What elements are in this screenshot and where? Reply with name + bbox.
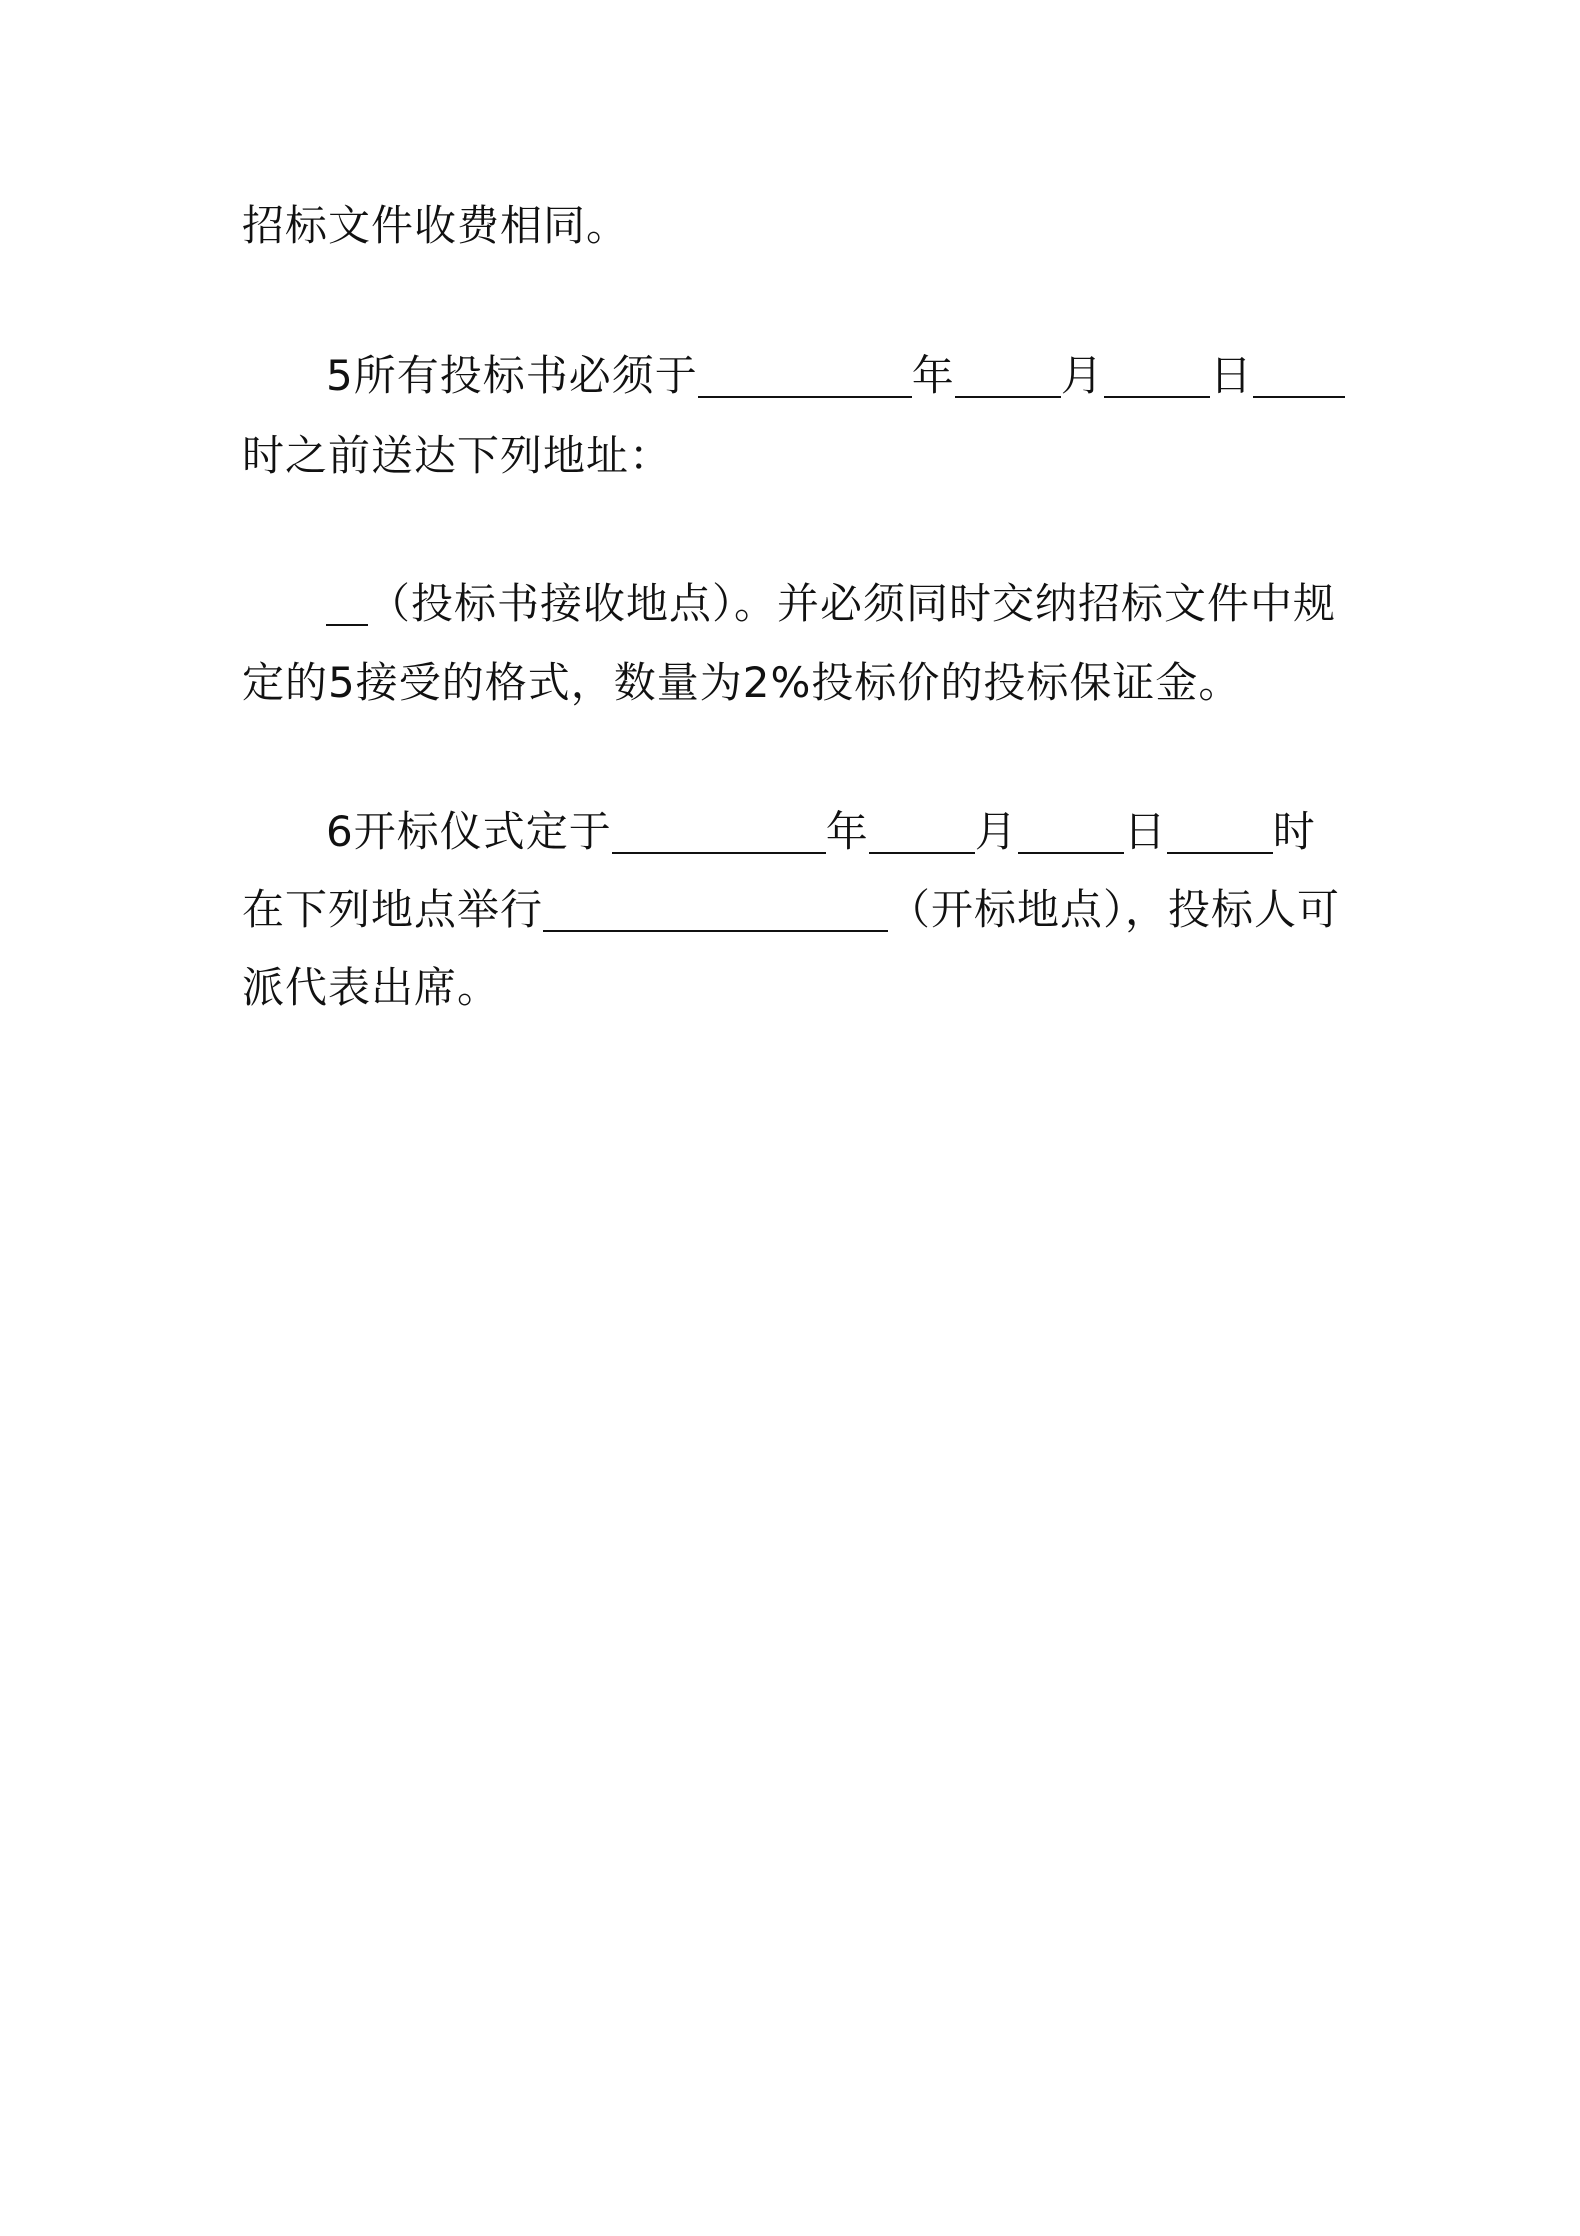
blank-month-field[interactable] xyxy=(955,352,1061,398)
paragraph-fee-end xyxy=(242,196,1352,256)
label-open-year: 年 xyxy=(825,807,869,856)
blank-open-year-field[interactable] xyxy=(612,808,826,854)
blank-year-field[interactable] xyxy=(698,352,912,398)
text-para5-line2: 时之前送达下列地址： xyxy=(242,431,673,480)
text-fee-same: 招标文件收费相同。 xyxy=(242,201,630,250)
text-address-line1: （投标书接收地点）。并必须同时交纳招标文件中规 xyxy=(368,579,1337,628)
blank-day-field[interactable] xyxy=(1104,352,1210,398)
text-para6-line2-prefix: 在下列地点举行 xyxy=(242,885,544,934)
label-month: 月 xyxy=(1060,351,1104,400)
text-para6-prefix: 6开标仪式定于 xyxy=(326,807,612,856)
text-address-line2: 定的5接受的格式，数量为2%投标价的投标保证金。 xyxy=(242,658,1242,707)
text-para6-line3: 派代表出席。 xyxy=(242,963,501,1012)
blank-open-place-field[interactable] xyxy=(543,886,888,932)
paragraph-address-line-1 xyxy=(242,574,1436,634)
paragraph-5-line-1 xyxy=(242,346,1436,406)
blank-address-field[interactable] xyxy=(326,580,368,626)
label-open-day: 日 xyxy=(1123,807,1167,856)
blank-hour-field[interactable] xyxy=(1253,352,1345,398)
blank-open-day-field[interactable] xyxy=(1018,808,1124,854)
label-day: 日 xyxy=(1209,351,1253,400)
blank-open-month-field[interactable] xyxy=(869,808,975,854)
label-open-hour: 时 xyxy=(1272,807,1316,856)
paragraph-6-line-3 xyxy=(242,958,1352,1018)
paragraph-address-line-2 xyxy=(242,653,1352,713)
paragraph-6-line-1 xyxy=(242,802,1436,862)
text-para5-prefix: 5所有投标书必须于 xyxy=(326,351,698,400)
paragraph-6-line-2 xyxy=(242,880,1352,940)
paragraph-5-line-2 xyxy=(242,426,1352,486)
text-para6-line2-suffix: （开标地点），投标人可 xyxy=(888,885,1341,934)
blank-open-hour-field[interactable] xyxy=(1167,808,1273,854)
label-open-month: 月 xyxy=(974,807,1018,856)
label-year: 年 xyxy=(911,351,955,400)
